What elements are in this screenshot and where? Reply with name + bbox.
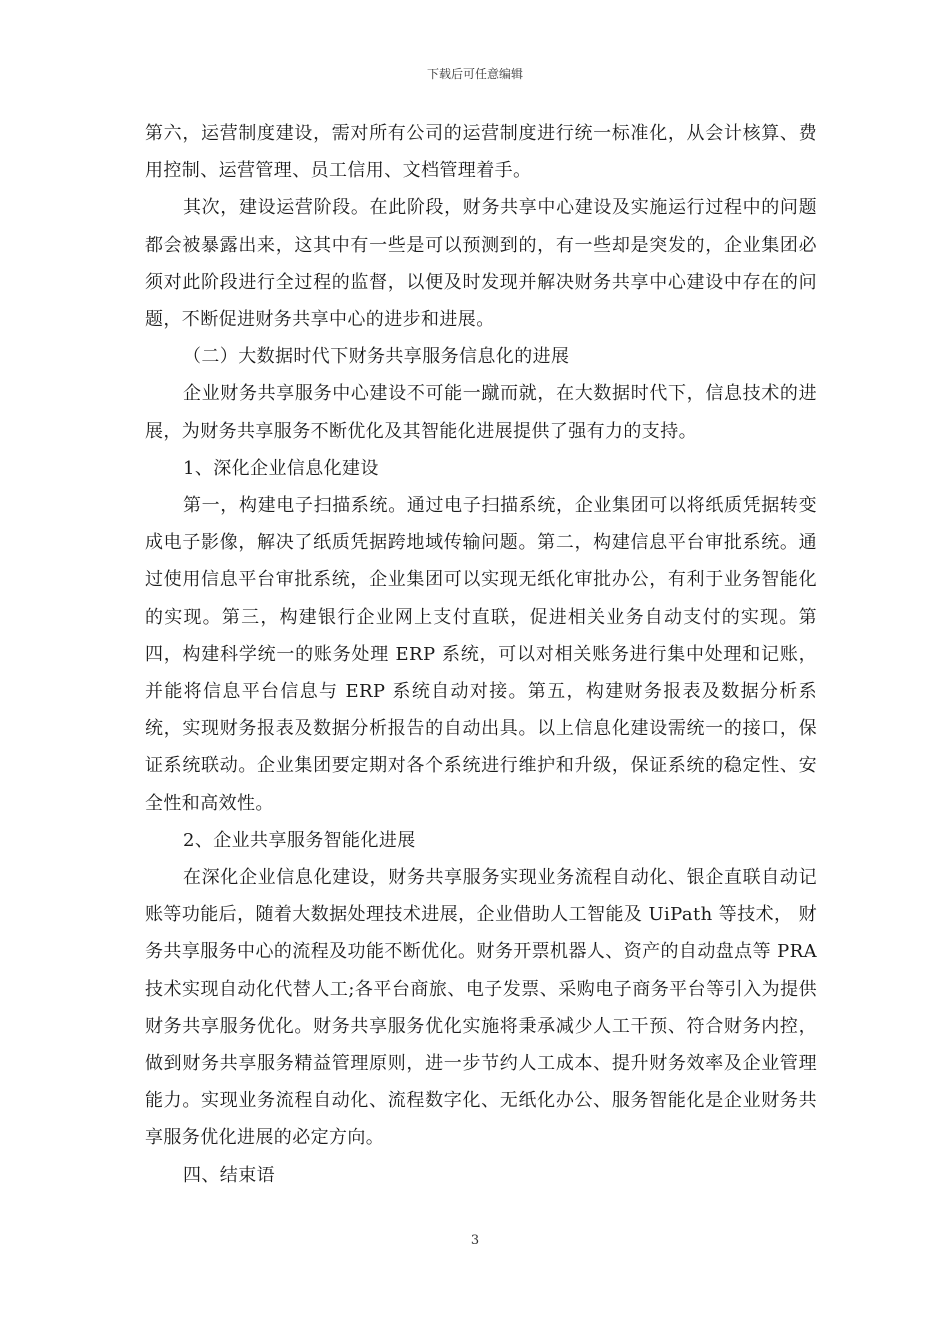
subheading-intelligent-sharing: 2、企业共享服务智能化进展 bbox=[183, 829, 416, 851]
section-heading-conclusion: 四、结束语 bbox=[183, 1164, 275, 1186]
page-number: 3 bbox=[470, 1233, 480, 1248]
section-heading-big-data: （二）大数据时代下财务共享服务信息化的进展 bbox=[183, 346, 570, 368]
paragraph-operations-system: 第六，运营制度建设，需对所有公司的运营制度进行统一标准化，从会计核算、费用控制、运营管理、员工信用、文档管理着手。 bbox=[145, 123, 817, 182]
paragraph-intelligent-sharing: 在深化企业信息化建设，财务共享服务实现业务流程自动化、银企直联自动记账等功能后，随着大数据处理技术进展，企业借助人工智能及 UiPath 等技术， 财务共享服务中心的流程及功能不断优化。财务开票机器人、资产的自动盘点等 PRA 技术实现自动化代替人工;各平台商旅、电子发票、采购电子商务平台等引入为提供财务共享服务优化。财务共享服务优化实施将秉承减少人工干预、符合财务内控，做到财务共享服务精益管理原则，进一步节约人工成本、提升财务效率及企业管理能力。实现业务流程自动化、流程数字化、无纸化办公、服务智能化是企业财务共享服务优化进展的必定方向。 bbox=[145, 867, 817, 1149]
paragraph-system-construction: 第一，构建电子扫描系统。通过电子扫描系统，企业集团可以将纸质凭据转变成电子影像，解决了纸质凭据跨地域传输问题。第二，构建信息平台审批系统。通过使用信息平台审批系统，企业集团可以实现无纸化审批办公，有利于业务智能化的实现。第三，构建银行企业网上支付直联，促进相关业务自动支付的实现。第四，构建科学统一的账务处理 ERP 系统，可以对相关账务进行集中处理和记账，并能将信息平台信息与 ERP 系统自动对接。第五，构建财务报表及数据分析系统，实现财务报表及数据分析报告的自动出具。以上信息化建设需统一的接口，保证系统联动。企业集团要定期对各个系统进行维护和升级，保证系统的稳定性、安全性和高效性。 bbox=[145, 495, 817, 814]
page-header: 下载后可任意编辑 bbox=[426, 67, 523, 81]
paragraph-construction-stage: 其次，建设运营阶段。在此阶段，财务共享中心建设及实施运行过程中的问题都会被暴露出来，这其中有一些是可以预测到的，有一些却是突发的，企业集团必须对此阶段进行全过程的监督，以便及时发现并解决财务共享中心建设中存在的问题，不断促进财务共享中心的进步和进展。 bbox=[145, 197, 817, 331]
document-body bbox=[145, 115, 817, 1194]
paragraph-big-data-intro: 企业财务共享服务中心建设不可能一蹴而就，在大数据时代下，信息技术的进展，为财务共享服务不断优化及其智能化进展提供了强有力的支持。 bbox=[145, 383, 817, 442]
subheading-deepen-informatization: 1、深化企业信息化建设 bbox=[183, 457, 379, 479]
